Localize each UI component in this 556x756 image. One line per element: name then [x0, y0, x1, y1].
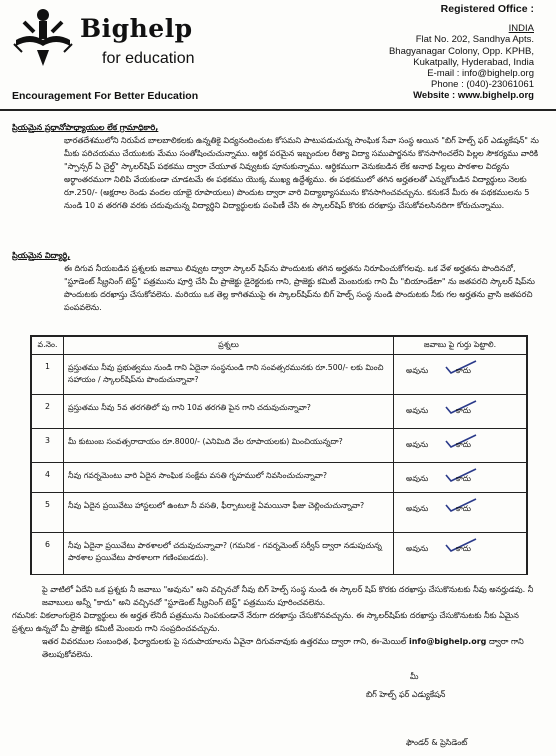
office-phone: Phone : (040)-23061061 [431, 79, 534, 91]
row-question: మీ కుటుంబ సంవత్సరాదాయం రూ.8000/- (ఎనిమిది వేల రూపాయలకు) మించియున్నదా? [64, 429, 394, 463]
answer-yes[interactable]: అవును [406, 366, 429, 375]
table-row [32, 463, 527, 493]
salutation-headmaster: ప్రియమైన ప్రధానోపాధ్యాయుల లేక గ్రామాధికారి, [12, 123, 159, 132]
col-header-answer: జవాబు పై గుర్తు పెట్టాలి. [394, 337, 527, 355]
student-paragraph: ఈ దిగువ నీయబడిన ప్రశ్నలకు జవాబు లివ్వుట ద్వారా స్కాలర్ షిప్‌ను పొందుటకు తగిన అర్హతను నిరూపించుకోగలవు. ఒక వేళ అర్హతను పొందినచో, "స్టూడెంట్ స్క్రీనింగ్ టెస్ట్" పత్రమును పూర్తి చేసి మీ ప్రాజెక్టు డైరెక్టరుకు గాని, ప్రాజెక్టు కమిటీ మెంబరుకు గాని మీ "బియాండేటా" ను జతపరచి స్కాలర్ షిప్‌ను పొందుటకు దరఖాస్తు చేసుకోవలెను. మరియు ఒక తెల్ల కాగితముపై ఈ స్కాలర్‌షిప్‌ను బిగ్ హెల్ప్ సంస్థ నుండి పొందుటకు నీకు గల అర్హతను వ్రాసి జతపరచి పంపవలెను. [64, 264, 535, 312]
answer-yes[interactable]: అవును [406, 440, 429, 449]
answer-no[interactable]: కాదు [456, 504, 471, 513]
salutation-student: ప్రియమైన విద్యార్థి, [12, 251, 71, 260]
office-country: INDIA [508, 23, 534, 35]
address-line: Kukatpally, Hyderabad, India [413, 56, 534, 68]
row-question: ప్రస్తుతము నీవు ప్రభుత్వము నుండి గాని ఏదైనా సంస్థనుండి గాని సంవత్సరమునకు రూ.500/- లకు మించి సహాయం / స్కాలర్‌షిప్‌ను పొందుచున్నావా? [64, 355, 394, 395]
answer-cell[interactable] [394, 493, 527, 533]
answer-no[interactable]: కాదు [456, 544, 471, 553]
row-question: నీవు ఏదైన ప్రయివేటు హాస్టలులో ఉంటూ నీ వసతి, ఫీర్పాటులకై ఏమయినా ఫీజు చెల్లించుచున్నావా? [64, 493, 394, 533]
answer-yes[interactable]: అవును [406, 474, 429, 483]
closing-paragraph: పై వాటిలో ఏదేని ఒక ప్రశ్నకు నీ జవాబు "అవును" అని వచ్చినచో నీవు బిగ్ హెల్ప్ సంస్థ నుండి ఈ స్కాలర్ షిప్ కొరకు దరఖాస్తు చేసుకొనుటకు నీవు అనర్హుడవు. నీ జవాబులు అన్నీ "కాదు" అని వచ్చినచో "స్టూడెంట్ స్క్రీనింగ్ టెస్ట్" పత్రమును పూరించవలెను. [42, 585, 534, 607]
contact-text: ఇతర వివరముల సంబంధిత, ఫిర్యాదులకు పై సదుపాయాలను ఏవైనా దిగువనావుకు ఉత్తరము ద్వారా గాని, ఈ-మెయిల్ [42, 637, 407, 646]
answer-no[interactable]: కాదు [456, 474, 471, 483]
row-question: నీవు ఏదైనా ప్రయివేటు పాఠశాలలో చదువుచున్నావా? (గమనిక - గవర్నమెంట్ సర్వీస్ ద్వారా నడుపుచున్న పాఠశాల ప్రయివేటు పాఠశాలగా గణింపబడదు). [64, 533, 394, 575]
answer-no[interactable]: కాదు [456, 406, 471, 415]
bighelp-logo-icon [12, 6, 74, 68]
signature-you: మీ [410, 672, 419, 681]
header-divider [0, 109, 556, 111]
office-email: E-mail : info@bighelp.org [427, 68, 534, 80]
answer-cell[interactable] [394, 533, 527, 575]
answer-yes[interactable]: అవును [406, 406, 429, 415]
letter-section-student [12, 249, 542, 314]
registered-office-title: Registered Office : [440, 3, 534, 15]
contact-text-end: ద్వారా గాని తెలుపుకోవలెను. [42, 637, 524, 659]
row-number: 4 [32, 463, 64, 493]
registered-office [294, 4, 534, 102]
answer-cell[interactable] [394, 463, 527, 493]
contact-email-link[interactable]: info@bighelp.org [408, 637, 487, 646]
answer-yes[interactable]: అవును [406, 504, 429, 513]
eligibility-table [30, 335, 528, 575]
table-row [32, 429, 527, 463]
contact-paragraph [12, 635, 542, 661]
table-row [32, 395, 527, 429]
office-website: Website : www.bighelp.org [413, 90, 534, 102]
intro-paragraph: భారతదేశములోని నిరుపేద బాలబాలికలకు ఉన్నతికై విద్యనందించుట కోసమని పాటుపడుచున్న సాంఘిక సేవా సంస్థ అయిన "బిగ్ హెల్ప్ ఫర్ ఎడ్యుకేషన్" ను మీకు పరిచయము చేయుటకు మేము సంతోషించుచున్నాము. ఆర్థిక పరమైన ఇబ్బందుల రీత్యా విద్యా సముపార్జనను కొనసాగించలేని పిల్లల సౌకర్యము వారికి "స్పాన్సర్ ఏ చైల్డ్" స్కాలర్‌షిప్ పథకము ద్వారా చేయూత నివ్వుటకు పూనుకున్నాము. ఆర్థికముగా వెనుకబడిన లేక అనాథ పిల్లలు పాఠశాల విద్యను అర్థాంతరముగా నిలిపి వేయకుండా చూడటమే ఈ పథకము యొక్క ముఖ్య ఉద్దేశ్యము. ఈ పథకములో తగిన అర్హతలతో ఎన్నుకోబడిన విద్యార్థులు నెలకు రూ.250/- (అక్షరాల రెండు వందల యాభై రూపాయలు) పొందుట ద్వారా వారి విద్యాభ్యాసమును కొనసాగించవచ్చును. కనుకనే మీరు ఈ పథకములను 5 నుండి 10 వ తరగతి వరకు చదువుచున్న విద్యార్థిని విద్యార్థులకు పంపిణీ చేసి ఈ స్కాలర్‌షిప్ కొరకు దరఖాస్తు చేసుకోవలసినదిగా కోరుచున్నాము. [64, 136, 539, 210]
row-number: 3 [32, 429, 64, 463]
brand-name: Bighelp [80, 14, 193, 43]
answer-cell[interactable] [394, 355, 527, 395]
row-question: ప్రస్తుతము నీవు 5వ తరగతిలో పు గాని 10వ తరగతి పైన గాని చదువుచున్నావా? [64, 395, 394, 429]
answer-cell[interactable] [394, 395, 527, 429]
letter-section-headmaster [12, 121, 542, 212]
table-row [32, 355, 527, 395]
row-number: 2 [32, 395, 64, 429]
note-paragraph: గమనిక: వికలాంగులైన విద్యార్థులు ఈ అర్హత లేనిదీ పత్రమును నింపకుండానే నేరుగా దరఖాస్తు చేసుకొనవచ్చును. ఈ స్కాలర్‌షిప్‌కు దరఖాస్తు చేసుకొనుటకు నీకు ఏమైన ప్రశ్నలు ఉన్నచో మీ ప్రాజెక్టు కమిటీ మెంబరు గాని సంప్రదించవచ్చును. [12, 611, 519, 633]
col-header-questions: ప్రశ్నలు [64, 337, 394, 355]
table-row [32, 533, 527, 575]
answer-cell[interactable] [394, 429, 527, 463]
table-header-row [32, 337, 527, 355]
answer-no[interactable]: కాదు [456, 440, 471, 449]
closing-section [12, 583, 542, 661]
col-header-number: వ.నెం. [32, 337, 64, 355]
answer-yes[interactable]: అవును [406, 544, 429, 553]
address-line: Bhagyanagar Colony, Opp. KPHB, [388, 45, 534, 57]
answer-no[interactable]: కాదు [456, 366, 471, 375]
row-question: నీవు గవర్నమెంటు వారి ఏదైన సాంఘిక సంక్షేమ వసతి గృహములో నివసించుచున్నావా? [64, 463, 394, 493]
row-number: 5 [32, 493, 64, 533]
table-row [32, 493, 527, 533]
brand-subtitle: for education [102, 50, 195, 67]
row-number: 6 [32, 533, 64, 575]
tagline: Encouragement For Better Education [12, 90, 199, 102]
signature-organization: బిగ్ హెల్ప్ ఫర్ ఎడ్యుకేషన్ [366, 690, 446, 699]
signature-title: ఫౌండర్ & ప్రెసిడెంట్ [406, 738, 468, 747]
address-line: Flat No. 202, Sandhya Apts. [415, 34, 534, 46]
row-number: 1 [32, 355, 64, 395]
